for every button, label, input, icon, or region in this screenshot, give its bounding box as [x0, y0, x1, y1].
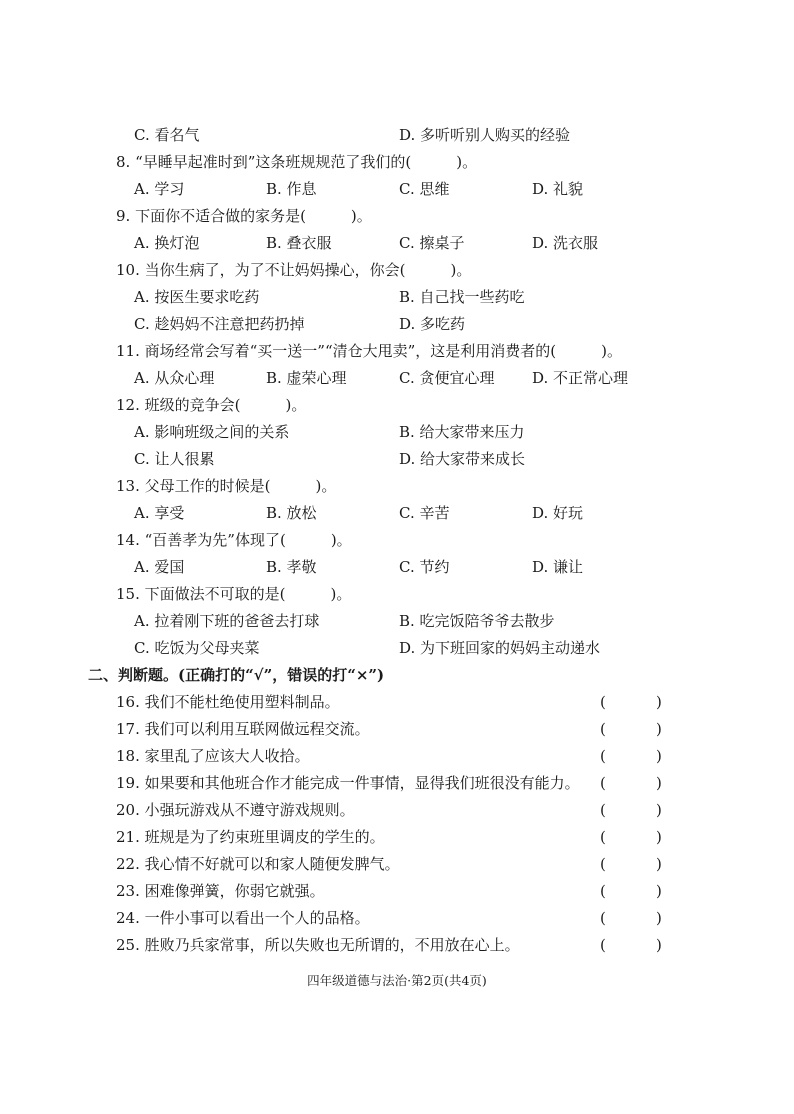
- q14-option-c: C. 节约: [399, 558, 450, 576]
- q8-option-d: D. 礼貌: [532, 180, 584, 198]
- q10-option-d: D. 多吃药: [399, 315, 466, 333]
- q7-option-d: D. 多听听别人购买的经验: [399, 126, 571, 144]
- judgement-23: 23. 困难像弹簧，你弱它就强。: [116, 882, 325, 900]
- q11-stem: 11. 商场经常会写着“买一送一”“清仓大甩卖”，这是利用消费者的( )。: [116, 342, 623, 360]
- q15-stem: 15. 下面做法不可取的是( )。: [116, 585, 352, 603]
- q7-option-c: C. 看名气: [134, 126, 200, 144]
- q14-option-a: A. 爱国: [134, 558, 185, 576]
- judgement-24: 24. 一件小事可以看出一个人的品格。: [116, 909, 370, 927]
- q8-option-a: A. 学习: [134, 180, 185, 198]
- q10-option-b: B. 自己找一些药吃: [399, 288, 525, 306]
- q14-option-d: D. 谦让: [532, 558, 584, 576]
- q8-option-c: C. 思维: [399, 180, 450, 198]
- q11-option-b: B. 虚荣心理: [266, 369, 347, 387]
- q8-stem: 8. “早睡早起准时到”这条班规规范了我们的( )。: [116, 153, 478, 171]
- q12-stem: 12. 班级的竞争会( )。: [116, 396, 307, 414]
- q15-option-d: D. 为下班回家的妈妈主动递水: [399, 639, 601, 657]
- q15-option-b: B. 吃完饭陪爷爷去散步: [399, 612, 555, 630]
- judgement-21: 21. 班规是为了约束班里调皮的学生的。: [116, 828, 385, 846]
- q14-option-b: B. 孝敬: [266, 558, 317, 576]
- judgement-17: 17. 我们可以利用互联网做远程交流。: [116, 720, 370, 738]
- q11-option-a: A. 从众心理: [134, 369, 215, 387]
- q10-stem: 10. 当你生病了，为了不让妈妈操心，你会( )。: [116, 261, 472, 279]
- q10-option-a: A. 按医生要求吃药: [134, 288, 260, 306]
- q9-stem: 9. 下面你不适合做的家务是( )。: [116, 207, 372, 225]
- q9-option-c: C. 擦桌子: [399, 234, 465, 252]
- exam-page: C. 看名气 D. 多听听别人购买的经验 8. “早睡早起准时到”这条班规规范了我们的( )。 A. 学习 B. 作息 C. 思维 D. 礼貌 9. 下面你不适合做的家务是( )。 A. 换灯泡 B. 叠衣服 C. 擦桌子 D. 洗衣服 10. 当你生病了，为了不让妈妈操心，你会( )。 A. 按医生要求吃药 B. 自己找一些药吃 C. 趁妈妈不注意把药扔掉 D. 多吃药 11. 商场经常会写着“买一送一”“清仓大甩卖”，这是利用消费者的( )。 A. 从众心理 B. 虚荣心理 C. 贪便宜心理 D. 不正常心理 12. 班级的竞争会( )。 A. 影响班级之间的关系 B. 给大家带来压力 C. 让人很累 D. 给大家带来成长 13. 父母工作的时候是( )。 A. 享受 B. 放松 C. 辛苦 D. 好玩 14. “百善孝为先”体现了( )。 A. 爱国 B. 孝敬 C. 节约 D. 谦让 15. 下面做法不可取的是( )。 A. 拉着刚下班的爸爸去打球 B. 吃完饭陪爷爷去散步 C. 吃饭为父母夹菜 D. 为下班回家的妈妈主动递水 二、判断题。(正确打的“√”，错误的打“×”) 16. 我们不能杜绝使用塑料制品。 ( ) 17. 我们可以利用互联网做远程交流。 ( ) 18. 家里乱了应该大人收拾。 ( ) 19. 如果要和其他班合作才能完成一件事情，显得我们班很没有能力。 ( ) 20. 小强玩游戏从不遵守游戏规则。 ( ) 21. 班规是为了约束班里调皮的学生的。 ( ) 22. 我心情不好就可以和家人随便发脾气。 ( ) 23. 困难像弹簧，你弱它就强。 ( ) 24. 一件小事可以看出一个人的品格。 ( ) 25. 胜败乃兵家常事，所以失败也无所谓的，不用放在心上。 ( ) 四年级道德与法治·第2页(共4页): [0, 0, 794, 1114]
- q13-option-c: C. 辛苦: [399, 504, 450, 522]
- judgement-25: 25. 胜败乃兵家常事，所以失败也无所谓的，不用放在心上。: [116, 936, 520, 954]
- judgement-19: 19. 如果要和其他班合作才能完成一件事情，显得我们班很没有能力。: [116, 774, 580, 792]
- q13-option-a: A. 享受: [134, 504, 185, 522]
- q12-option-a: A. 影响班级之间的关系: [134, 423, 290, 441]
- q13-stem: 13. 父母工作的时候是( )。: [116, 477, 337, 495]
- judgement-16: 16. 我们不能杜绝使用塑料制品。: [116, 693, 340, 711]
- q15-option-a: A. 拉着刚下班的爸爸去打球: [134, 612, 320, 630]
- q9-option-d: D. 洗衣服: [532, 234, 599, 252]
- q12-option-d: D. 给大家带来成长: [399, 450, 526, 468]
- page-footer: 四年级道德与法治·第2页(共4页): [307, 973, 487, 988]
- q9-option-b: B. 叠衣服: [266, 234, 332, 252]
- section-2-heading: 二、判断题。(正确打的“√”，错误的打“×”): [88, 666, 385, 684]
- judgement-22: 22. 我心情不好就可以和家人随便发脾气。: [116, 855, 400, 873]
- q10-option-c: C. 趁妈妈不注意把药扔掉: [134, 315, 305, 333]
- q11-option-c: C. 贪便宜心理: [399, 369, 495, 387]
- q12-option-c: C. 让人很累: [134, 450, 215, 468]
- judgement-20: 20. 小强玩游戏从不遵守游戏规则。: [116, 801, 355, 819]
- q12-option-b: B. 给大家带来压力: [399, 423, 525, 441]
- q11-option-d: D. 不正常心理: [532, 369, 629, 387]
- q14-stem: 14. “百善孝为先”体现了( )。: [116, 531, 352, 549]
- q13-option-d: D. 好玩: [532, 504, 584, 522]
- q8-option-b: B. 作息: [266, 180, 317, 198]
- q9-option-a: A. 换灯泡: [134, 234, 200, 252]
- judgement-18: 18. 家里乱了应该大人收拾。: [116, 747, 310, 765]
- q13-option-b: B. 放松: [266, 504, 317, 522]
- q15-option-c: C. 吃饭为父母夹菜: [134, 639, 260, 657]
